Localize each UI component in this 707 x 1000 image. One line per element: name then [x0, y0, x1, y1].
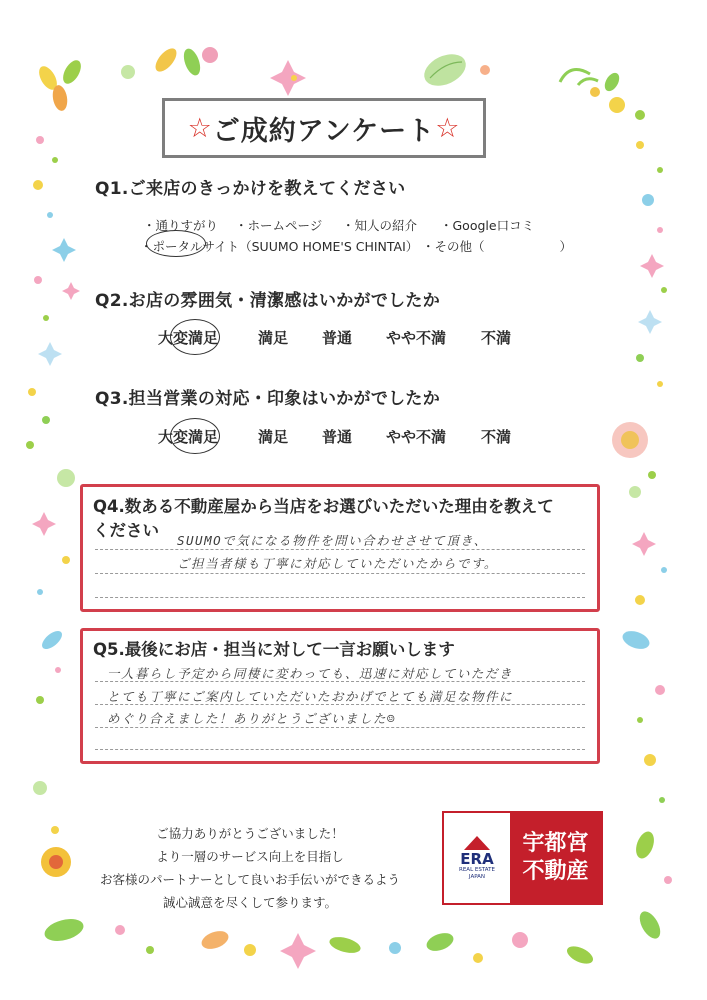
- q3-option-dissatisfied[interactable]: 不満: [481, 428, 512, 446]
- q5-ruled-line: [95, 727, 585, 728]
- survey-title-box: [162, 98, 486, 158]
- q1-option-referral[interactable]: ・知人の紹介: [342, 218, 418, 233]
- q3-option-satisfied[interactable]: 満足: [258, 428, 289, 446]
- era-logo: [444, 813, 510, 903]
- q4-ruled-line: [95, 573, 585, 574]
- q3-option-somewhat-dissatisfied[interactable]: やや不満: [386, 428, 447, 446]
- shop-name-line1: 宇都宮: [522, 831, 589, 856]
- q5-box: [80, 628, 600, 764]
- q4-title-line2: ください: [93, 521, 159, 540]
- q4-ruled-line: [95, 597, 585, 598]
- q1-option-homepage[interactable]: ・ホームページ: [235, 218, 323, 233]
- star-right-icon: ☆: [435, 112, 461, 144]
- q1-option-other[interactable]: ・その他（ ）: [422, 239, 573, 254]
- q4-title-line1: Q4.数ある不動産屋から当店をお選びいただいた理由を教えて: [93, 497, 554, 516]
- q3-title: Q3.担当営業の対応・印象はいかがでしたか: [95, 389, 441, 409]
- era-subtitle-1: REAL ESTATE: [459, 866, 495, 873]
- q2-option-somewhat-dissatisfied[interactable]: やや不満: [386, 329, 447, 347]
- company-logo: [442, 811, 603, 905]
- q3-option-neutral[interactable]: 普通: [322, 428, 353, 446]
- era-brand: ERA: [460, 849, 494, 868]
- q2-selected-circle: [170, 319, 220, 355]
- q4-box: [80, 484, 600, 612]
- footer-message: [80, 822, 420, 914]
- q1-option-google-reviews[interactable]: ・Google口コミ: [440, 218, 535, 233]
- star-left-icon: ☆: [187, 112, 213, 144]
- era-roof-icon: [464, 836, 490, 850]
- survey-title: ご成約アンケート: [212, 115, 436, 147]
- q1-title: Q1.ご来店のきっかけを教えてください: [95, 179, 406, 199]
- footer-line: 誠心誠意を尽くして参ります。: [162, 895, 337, 910]
- q1-option-portal-site[interactable]: ・ポータルサイト（SUUMO HOME'S CHINTAI）: [140, 239, 419, 254]
- q5-title: Q5.最後にお店・担当に対して一言お願いします: [93, 640, 455, 659]
- q5-answer-line2: とても丁寧にご案内していただいたおかげでとても満足な物件に: [107, 689, 514, 704]
- q2-option-dissatisfied[interactable]: 不満: [481, 329, 512, 347]
- q2-option-very-satisfied[interactable]: 大変満足: [158, 329, 219, 347]
- footer-line: お客様のパートナーとして良いお手伝いができるよう: [99, 872, 400, 887]
- q4-answer-line1: SUUMOで気になる物件を問い合わせさせて頂き、: [177, 533, 488, 548]
- q5-ruled-line: [95, 704, 585, 705]
- q5-ruled-line: [95, 681, 585, 682]
- shop-name-line2: 不動産: [522, 859, 589, 884]
- footer-line: より一層のサービス向上を目指し: [156, 849, 344, 864]
- q5-answer-line1: 一人暮らし予定から同棲に変わっても、迅速に対応していただき: [107, 666, 513, 681]
- q5-ruled-line: [95, 749, 585, 750]
- q1-selected-circle: [146, 230, 206, 257]
- q3-option-very-satisfied[interactable]: 大変満足: [158, 428, 219, 446]
- q3-selected-circle: [170, 418, 220, 454]
- q4-answer-line2: ご担当者様も丁寧に対応していただいたからです。: [177, 556, 498, 571]
- q5-answer-line3: めぐり合えました！ありがとうございました☺: [107, 711, 397, 726]
- era-subtitle-2: JAPAN: [468, 873, 486, 880]
- q2-title: Q2.お店の雰囲気・清潔感はいかがでしたか: [95, 291, 441, 311]
- q2-option-neutral[interactable]: 普通: [322, 329, 353, 347]
- q2-option-satisfied[interactable]: 満足: [258, 329, 289, 347]
- footer-line: ご協力ありがとうございました！: [156, 826, 344, 841]
- shop-name: [510, 813, 601, 903]
- q4-ruled-line: [95, 549, 585, 550]
- q1-option-walk-by[interactable]: ・通りすがり: [143, 218, 219, 233]
